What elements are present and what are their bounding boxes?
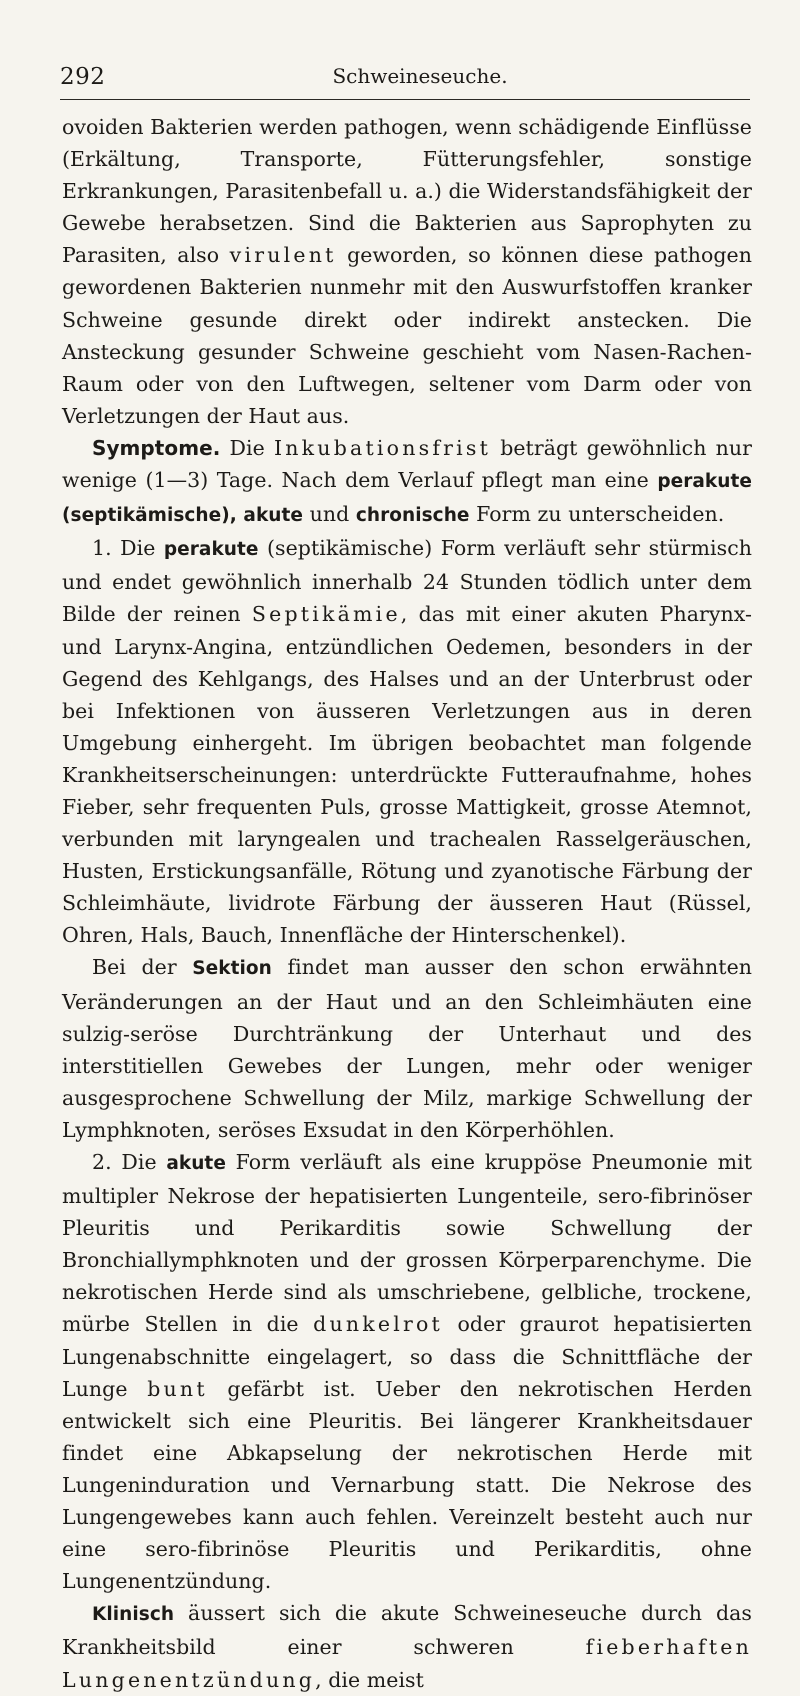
spaced-emphasis: fieberhaften Lungenentzündung bbox=[62, 1635, 752, 1692]
running-title: Schweineseuche. bbox=[332, 64, 508, 88]
page-header bbox=[60, 58, 750, 92]
text-run: 1. Die bbox=[92, 536, 164, 561]
spaced-emphasis: Inkubationsfrist bbox=[273, 435, 492, 460]
text-run: Form verläuft als eine kruppöse Pneumonie mit multipler Nekrose der hepatisierten Lungenteile, sero-fibrinöser Pleuritis und Perikarditis sowie Schwellung der Bronchiallymphknoten und der grossen Körperparenchyme. Die nekrotischen Herde sind als umschriebene, gelbliche, trockene, mürbe Stellen in die bbox=[62, 1150, 752, 1337]
paragraph-klinisch bbox=[62, 1597, 752, 1695]
spaced-emphasis: bunt bbox=[147, 1376, 208, 1401]
spaced-emphasis: Septikämie bbox=[251, 602, 401, 627]
text-run: beträgt gewöhnlich nur wenige (1—3) Tage. Nach dem Verlauf pflegt man eine bbox=[62, 435, 752, 493]
spaced-emphasis: virulent bbox=[229, 243, 337, 268]
bold-term: perakute (septikämische), bbox=[62, 471, 752, 527]
bold-term: chronische bbox=[355, 505, 470, 527]
bold-term: perakute bbox=[163, 539, 259, 561]
paragraph-sektion bbox=[62, 951, 752, 1146]
text-run: Form zu unterscheiden. bbox=[469, 502, 725, 527]
text-run: äussert sich die akute Schweineseuche durch das Krankheitsbild einer schweren bbox=[62, 1601, 752, 1660]
body-text bbox=[62, 111, 752, 1696]
header-rule bbox=[60, 99, 750, 100]
bold-term: Sektion bbox=[192, 958, 272, 980]
text-run: Die bbox=[220, 435, 274, 460]
text-run: gefärbt ist. Ueber den nekrotischen Herden entwickelt sich eine Pleuritis. Bei längerer Krankheitsdauer findet eine Abkapselung der nekrotischen Herde mit Lungeninduration und Vernarbung statt. Die Nekrose des Lungengewebes kann auch fehlen. Vereinzelt besteht auch nur eine sero-fibrinöse Pleuritis und Perikarditis, ohne Lungenentzündung. bbox=[62, 1376, 752, 1594]
paragraph-perakute-form bbox=[62, 532, 752, 951]
spaced-emphasis: dunkelrot bbox=[313, 1312, 443, 1337]
page-number: 292 bbox=[60, 64, 106, 90]
text-run: , die meist bbox=[315, 1667, 424, 1692]
text-run: , das mit einer akuten Pharynx- und Larynx-Angina, entzündlichen Oedemen, besonders in der Gegend des Kehlgangs, des Halses und an der Unterbrust oder bei Infektionen von äusseren Verletzungen aus in deren Umgebung einhergeht. Im übrigen beobachtet man folgende Krankheitserscheinungen: unterdrückte Futteraufnahme, hohes Fieber, sehr frequenten Puls, grosse Mattigkeit, grosse Atemnot, verbunden mit laryngealen und trachealen Rasselgeräuschen, Husten, Erstickungsanfälle, Rötung und zyanotische Färbung der Schleimhäute, lividrote Färbung der äusseren Haut (Rüssel, Ohren, Hals, Bauch, Innenfläche der Hinterschenkel). bbox=[62, 602, 753, 948]
text-run: oder graurot hepatisierten Lungenabschnitte eingelagert, so dass die Schnittfläche der Lunge bbox=[62, 1312, 752, 1401]
text-run: ovoiden Bakterien werden pathogen, wenn schädigende Einflüsse (Erkältung, Transporte, Fütterungsfehler, sonstige Erkrankungen, Parasitenbefall u. a.) die Widerstandsfähigkeit der Gewebe herabsetzen. Sind die Bakterien aus Saprophyten zu Parasiten, also bbox=[62, 115, 753, 268]
paragraph-intro bbox=[62, 111, 752, 432]
text-run: (septikämische) Form verläuft sehr stürmisch und endet gewöhnlich innerhalb 24 Stunden tödlich unter dem Bilde der reinen bbox=[62, 536, 752, 627]
text-run: und bbox=[303, 502, 356, 527]
bold-term: akute bbox=[166, 1153, 226, 1174]
bold-term: akute bbox=[243, 505, 304, 527]
bold-term: Klinisch bbox=[92, 1604, 175, 1626]
text-run: Bei der bbox=[92, 955, 193, 980]
paragraph-akute-form bbox=[62, 1146, 752, 1597]
text-run: findet man ausser den schon erwähnten Veränderungen an der Haut und an den Schleimhäuten eine sulzig-seröse Durchtränkung der Unterhaut und des interstitiellen Gewebes der Lungen, mehr oder weniger ausgesprochene Schwellung der Milz, markige Schwellung der Lymphknoten, seröses Exsudat in den Körperhöhlen. bbox=[62, 955, 753, 1142]
section-heading: Symptome. bbox=[92, 435, 221, 460]
text-run: 2. Die bbox=[92, 1150, 167, 1174]
text-run: geworden, so können diese pathogen gewordenen Bakterien nunmehr mit den Auswurfstoffen kranker Schweine gesunde direkt oder indirekt anstecken. Die Ansteckung gesunder Schweine geschieht vom Nasen-Rachen-Raum oder von den Luftwegen, seltener vom Darm oder von Verletzungen der Haut aus. bbox=[62, 243, 752, 428]
paragraph-symptome bbox=[62, 432, 752, 532]
